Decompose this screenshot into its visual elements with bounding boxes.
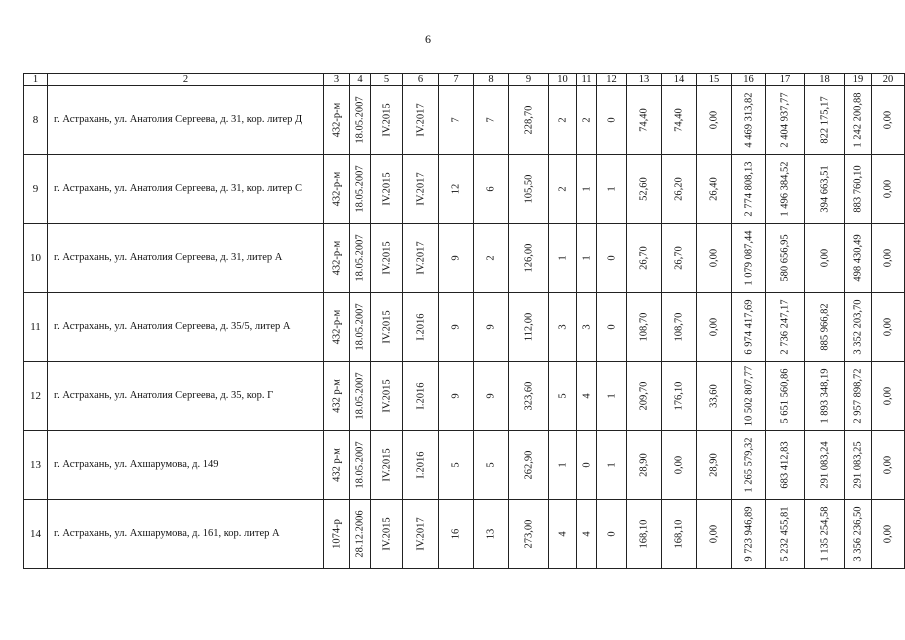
value-cell-col-5: [371, 293, 403, 362]
cell-value: 323,60: [523, 381, 534, 411]
value-cell-col-16: [732, 500, 766, 569]
cell-value: IV.2017: [415, 103, 426, 137]
cell-value: 1074-р: [331, 519, 342, 549]
value-cell-col-15: [697, 293, 732, 362]
cell-value: 0,00: [882, 455, 894, 475]
cell-value: 0,00: [673, 455, 685, 475]
cell-value: IV.2017: [415, 172, 426, 206]
value-cell-col-14: [662, 362, 697, 431]
cell-value: IV.2017: [415, 517, 426, 551]
value-cell-col-7: [439, 293, 474, 362]
table-row: [24, 293, 905, 362]
header-cell: 20: [872, 74, 905, 86]
value-cell-col-20: [872, 362, 905, 431]
cell-value: 4: [581, 393, 592, 399]
cell-value: I.2016: [415, 313, 426, 341]
cell-value: 1 079 087,44: [743, 230, 754, 286]
header-cell: 19: [845, 74, 872, 86]
value-cell-col-8: [474, 431, 509, 500]
cell-value: 0: [581, 462, 592, 468]
value-cell-col-8: [474, 500, 509, 569]
cell-value: 6: [485, 186, 497, 192]
value-cell-col-20: [872, 431, 905, 500]
value-cell-col-19: [845, 224, 872, 293]
cell-value: 33,60: [708, 384, 720, 408]
cell-value: 1: [606, 462, 617, 468]
cell-value: 26,20: [673, 177, 685, 201]
value-cell-col-12: [597, 431, 627, 500]
cell-value: 7: [485, 117, 497, 123]
header-cell: 14: [662, 74, 697, 86]
cell-value: 5: [450, 462, 462, 468]
value-cell-col-3: [324, 500, 350, 569]
value-cell-col-11: [577, 293, 597, 362]
cell-value: 1: [581, 186, 592, 192]
value-cell-col-17: [766, 362, 805, 431]
value-cell-col-20: [872, 500, 905, 569]
cell-value: 0: [606, 531, 617, 537]
cell-value: 9: [485, 324, 497, 330]
value-cell-col-4: [350, 155, 371, 224]
value-cell-col-19: [845, 362, 872, 431]
cell-value: 273,00: [523, 519, 534, 549]
value-cell-col-10: [549, 224, 577, 293]
value-cell-col-18: [805, 431, 845, 500]
value-cell-col-4: [350, 362, 371, 431]
value-cell-col-5: [371, 155, 403, 224]
value-cell-col-9: [509, 293, 549, 362]
value-cell-col-18: [805, 362, 845, 431]
table-row: [24, 362, 905, 431]
cell-value: 1 135 254,58: [819, 506, 830, 562]
cell-value: 822 175,17: [819, 96, 830, 144]
cell-value: 9: [485, 393, 497, 399]
value-cell-col-18: [805, 500, 845, 569]
value-cell-col-15: [697, 224, 732, 293]
cell-value: 16: [450, 528, 462, 540]
cell-value: 0: [606, 255, 617, 261]
cell-value: 228,70: [523, 105, 534, 135]
value-cell-col-16: [732, 86, 766, 155]
cell-value: 291 083,25: [852, 441, 864, 489]
value-cell-col-8: [474, 86, 509, 155]
cell-value: 3 352 203,70: [852, 299, 864, 355]
value-cell-col-20: [872, 293, 905, 362]
value-cell-col-14: [662, 431, 697, 500]
header-cell: 11: [577, 74, 597, 86]
value-cell-col-5: [371, 500, 403, 569]
value-cell-col-5: [371, 431, 403, 500]
value-cell-col-12: [597, 86, 627, 155]
value-cell-col-7: [439, 362, 474, 431]
header-cell: 7: [439, 74, 474, 86]
value-cell-col-17: [766, 86, 805, 155]
cell-value: 1 265 579,32: [743, 437, 754, 493]
cell-value: 394 663,51: [819, 165, 830, 213]
cell-value: 432 р-м: [331, 448, 342, 482]
cell-value: 74,40: [638, 108, 650, 132]
value-cell-col-17: [766, 293, 805, 362]
cell-value: 26,70: [638, 246, 650, 270]
value-cell-col-14: [662, 86, 697, 155]
cell-value: 0,00: [882, 524, 894, 544]
cell-value: 1 242 200,88: [852, 92, 864, 148]
cell-value: 2 736 247,17: [779, 299, 791, 355]
value-cell-col-6: [403, 500, 439, 569]
cell-value: 0,00: [882, 386, 894, 406]
cell-value: IV.2015: [381, 172, 392, 206]
value-cell-col-16: [732, 293, 766, 362]
value-cell-col-15: [697, 86, 732, 155]
header-cell: 4: [350, 74, 371, 86]
cell-value: 28,90: [638, 453, 650, 477]
value-cell-col-19: [845, 155, 872, 224]
table-body: [24, 86, 905, 569]
row-number: 13: [24, 431, 48, 500]
cell-value: 0,00: [708, 248, 720, 268]
row-number: 12: [24, 362, 48, 431]
cell-value: 9: [450, 393, 462, 399]
cell-value: IV.2015: [381, 448, 392, 482]
value-cell-col-16: [732, 431, 766, 500]
cell-value: 2: [557, 117, 568, 123]
cell-value: 2: [485, 255, 497, 261]
value-cell-col-9: [509, 224, 549, 293]
value-cell-col-11: [577, 362, 597, 431]
cell-value: 883 760,10: [852, 165, 864, 213]
header-cell: 12: [597, 74, 627, 86]
table-row: [24, 431, 905, 500]
address-cell: г. Астрахань, ул. Ахшарумова, д. 161, кор. литер А: [48, 500, 324, 569]
table-row: [24, 224, 905, 293]
value-cell-col-6: [403, 293, 439, 362]
cell-value: 0,00: [708, 110, 720, 130]
value-cell-col-15: [697, 155, 732, 224]
value-cell-col-9: [509, 431, 549, 500]
value-cell-col-8: [474, 224, 509, 293]
header-cell: 18: [805, 74, 845, 86]
value-cell-col-4: [350, 86, 371, 155]
cell-value: 1: [606, 393, 617, 399]
cell-value: 580 656,95: [779, 234, 791, 282]
value-cell-col-5: [371, 86, 403, 155]
value-cell-col-8: [474, 293, 509, 362]
address-cell: г. Астрахань, ул. Анатолия Сергеева, д. 35, кор. Г: [48, 362, 324, 431]
value-cell-col-19: [845, 431, 872, 500]
row-number: 11: [24, 293, 48, 362]
table-row: [24, 86, 905, 155]
cell-value: 4: [581, 531, 592, 537]
cell-value: 5 651 560,86: [779, 368, 791, 424]
cell-value: 74,40: [673, 108, 685, 132]
cell-value: 683 412,83: [779, 441, 791, 489]
cell-value: 18.05.2007: [354, 96, 366, 144]
address-cell: г. Астрахань, ул. Анатолия Сергеева, д. 31, кор. литер Д: [48, 86, 324, 155]
cell-value: 0,00: [819, 248, 830, 268]
value-cell-col-10: [549, 431, 577, 500]
cell-value: 5 232 455,81: [779, 506, 791, 562]
value-cell-col-8: [474, 362, 509, 431]
cell-value: 7: [450, 117, 462, 123]
address-cell: г. Астрахань, ул. Анатолия Сергеева, д. 31, литер А: [48, 224, 324, 293]
value-cell-col-7: [439, 500, 474, 569]
value-cell-col-3: [324, 86, 350, 155]
cell-value: 18.05.2007: [354, 165, 366, 213]
cell-value: 126,00: [523, 243, 534, 273]
value-cell-col-16: [732, 362, 766, 431]
value-cell-col-5: [371, 224, 403, 293]
cell-value: 0,00: [882, 179, 894, 199]
value-cell-col-7: [439, 431, 474, 500]
cell-value: 1: [557, 255, 568, 261]
value-cell-col-13: [627, 431, 662, 500]
cell-value: 28.12.2006: [354, 510, 366, 558]
cell-value: 18.05.2007: [354, 441, 366, 489]
page-number: 6: [425, 32, 431, 46]
cell-value: 52,60: [638, 177, 650, 201]
header-cell: 1: [24, 74, 48, 86]
cell-value: 0,00: [882, 317, 894, 337]
cell-value: 0,00: [708, 524, 720, 544]
cell-value: IV.2017: [415, 241, 426, 275]
cell-value: 2 404 937,77: [779, 92, 791, 148]
cell-value: 291 083,24: [819, 441, 830, 489]
cell-value: 5: [557, 393, 568, 399]
header-cell: 8: [474, 74, 509, 86]
cell-value: I.2016: [415, 451, 426, 479]
value-cell-col-4: [350, 500, 371, 569]
value-cell-col-14: [662, 500, 697, 569]
row-number: 10: [24, 224, 48, 293]
cell-value: 432 р-м: [331, 379, 342, 413]
value-cell-col-15: [697, 500, 732, 569]
cell-value: 9: [450, 255, 462, 261]
cell-value: 9 723 946,89: [743, 506, 754, 562]
cell-value: I.2016: [415, 382, 426, 410]
cell-value: 18.05.2007: [354, 303, 366, 351]
cell-value: IV.2015: [381, 241, 392, 275]
cell-value: 209,70: [638, 381, 650, 411]
value-cell-col-18: [805, 86, 845, 155]
cell-value: 0,00: [882, 248, 894, 268]
value-cell-col-10: [549, 500, 577, 569]
value-cell-col-19: [845, 293, 872, 362]
value-cell-col-11: [577, 155, 597, 224]
header-cell: 3: [324, 74, 350, 86]
cell-value: 12: [450, 183, 462, 195]
value-cell-col-16: [732, 224, 766, 293]
value-cell-col-6: [403, 86, 439, 155]
value-cell-col-9: [509, 362, 549, 431]
cell-value: 168,10: [638, 519, 650, 549]
value-cell-col-11: [577, 86, 597, 155]
cell-value: 2 774 808,13: [743, 161, 754, 217]
value-cell-col-9: [509, 86, 549, 155]
cell-value: 0: [606, 324, 617, 330]
cell-value: 6 974 417,69: [743, 299, 754, 355]
value-cell-col-8: [474, 155, 509, 224]
cell-value: 4: [557, 531, 568, 537]
value-cell-col-3: [324, 224, 350, 293]
cell-value: 13: [485, 528, 497, 540]
cell-value: IV.2015: [381, 310, 392, 344]
cell-value: 10 502 807,77: [743, 365, 754, 427]
cell-value: 2: [557, 186, 568, 192]
header-cell: 9: [509, 74, 549, 86]
cell-value: 26,70: [673, 246, 685, 270]
cell-value: 9: [450, 324, 462, 330]
value-cell-col-20: [872, 224, 905, 293]
value-cell-col-9: [509, 500, 549, 569]
header-cell: 16: [732, 74, 766, 86]
value-cell-col-6: [403, 155, 439, 224]
cell-value: IV.2015: [381, 379, 392, 413]
header-cell: 2: [48, 74, 324, 86]
value-cell-col-17: [766, 224, 805, 293]
value-cell-col-15: [697, 362, 732, 431]
value-cell-col-10: [549, 155, 577, 224]
row-number: 9: [24, 155, 48, 224]
value-cell-col-4: [350, 224, 371, 293]
cell-value: 432-р-м: [331, 240, 342, 276]
value-cell-col-16: [732, 155, 766, 224]
table-row: [24, 500, 905, 569]
value-cell-col-12: [597, 293, 627, 362]
cell-value: 108,70: [638, 312, 650, 342]
cell-value: 432-р-м: [331, 309, 342, 345]
cell-value: 1: [606, 186, 617, 192]
value-cell-col-9: [509, 155, 549, 224]
cell-value: 4 469 313,82: [743, 92, 754, 148]
value-cell-col-14: [662, 293, 697, 362]
value-cell-col-17: [766, 155, 805, 224]
cell-value: 3: [557, 324, 568, 330]
value-cell-col-11: [577, 431, 597, 500]
cell-value: 3 356 236,50: [852, 506, 864, 562]
cell-value: 168,10: [673, 519, 685, 549]
value-cell-col-6: [403, 362, 439, 431]
value-cell-col-6: [403, 431, 439, 500]
header-row: [24, 74, 905, 86]
cell-value: 2 957 898,72: [852, 368, 864, 424]
cell-value: 1 496 384,52: [779, 161, 791, 217]
cell-value: 176,10: [673, 381, 685, 411]
value-cell-col-3: [324, 155, 350, 224]
value-cell-col-20: [872, 86, 905, 155]
value-cell-col-14: [662, 224, 697, 293]
cell-value: 262,90: [523, 450, 534, 480]
row-number: 8: [24, 86, 48, 155]
cell-value: 432-р-м: [331, 102, 342, 138]
value-cell-col-17: [766, 431, 805, 500]
cell-value: 432-р-м: [331, 171, 342, 207]
cell-value: 0: [606, 117, 617, 123]
value-cell-col-7: [439, 224, 474, 293]
cell-value: 2: [581, 117, 592, 123]
value-cell-col-18: [805, 155, 845, 224]
address-cell: г. Астрахань, ул. Анатолия Сергеева, д. 31, кор. литер С: [48, 155, 324, 224]
value-cell-col-12: [597, 362, 627, 431]
value-cell-col-10: [549, 362, 577, 431]
cell-value: 18.05.2007: [354, 234, 366, 282]
cell-value: IV.2015: [381, 517, 392, 551]
cell-value: 112,00: [523, 312, 534, 342]
value-cell-col-11: [577, 224, 597, 293]
value-cell-col-3: [324, 431, 350, 500]
value-cell-col-17: [766, 500, 805, 569]
value-cell-col-13: [627, 224, 662, 293]
value-cell-col-12: [597, 500, 627, 569]
cell-value: IV.2015: [381, 103, 392, 137]
address-cell: г. Астрахань, ул. Ахшарумова, д. 149: [48, 431, 324, 500]
table-row: [24, 155, 905, 224]
value-cell-col-4: [350, 431, 371, 500]
header-cell: 15: [697, 74, 732, 86]
cell-value: 3: [581, 324, 592, 330]
cell-value: 0,00: [882, 110, 894, 130]
value-cell-col-13: [627, 155, 662, 224]
value-cell-col-19: [845, 500, 872, 569]
header-cell: 5: [371, 74, 403, 86]
value-cell-col-18: [805, 224, 845, 293]
cell-value: 105,50: [523, 174, 534, 204]
value-cell-col-7: [439, 155, 474, 224]
value-cell-col-13: [627, 500, 662, 569]
value-cell-col-4: [350, 293, 371, 362]
value-cell-col-18: [805, 293, 845, 362]
cell-value: 1: [557, 462, 568, 468]
value-cell-col-10: [549, 293, 577, 362]
value-cell-col-19: [845, 86, 872, 155]
value-cell-col-14: [662, 155, 697, 224]
cell-value: 0,00: [708, 317, 720, 337]
header-cell: 17: [766, 74, 805, 86]
header-cell: 13: [627, 74, 662, 86]
cell-value: 885 966,82: [819, 303, 830, 351]
cell-value: 1 893 348,19: [819, 368, 830, 424]
value-cell-col-15: [697, 431, 732, 500]
value-cell-col-13: [627, 293, 662, 362]
header-cell: 6: [403, 74, 439, 86]
housing-table: [23, 73, 905, 569]
cell-value: 5: [485, 462, 497, 468]
address-cell: г. Астрахань, ул. Анатолия Сергеева, д. 35/5, литер А: [48, 293, 324, 362]
value-cell-col-12: [597, 155, 627, 224]
value-cell-col-3: [324, 293, 350, 362]
value-cell-col-3: [324, 362, 350, 431]
value-cell-col-11: [577, 500, 597, 569]
cell-value: 28,90: [708, 453, 720, 477]
cell-value: 26,40: [708, 177, 720, 201]
value-cell-col-12: [597, 224, 627, 293]
value-cell-col-5: [371, 362, 403, 431]
value-cell-col-13: [627, 86, 662, 155]
header-cell: 10: [549, 74, 577, 86]
value-cell-col-13: [627, 362, 662, 431]
cell-value: 108,70: [673, 312, 685, 342]
cell-value: 1: [581, 255, 592, 261]
cell-value: 498 430,49: [852, 234, 864, 282]
value-cell-col-6: [403, 224, 439, 293]
value-cell-col-20: [872, 155, 905, 224]
row-number: 14: [24, 500, 48, 569]
value-cell-col-7: [439, 86, 474, 155]
cell-value: 18.05.2007: [354, 372, 366, 420]
value-cell-col-10: [549, 86, 577, 155]
